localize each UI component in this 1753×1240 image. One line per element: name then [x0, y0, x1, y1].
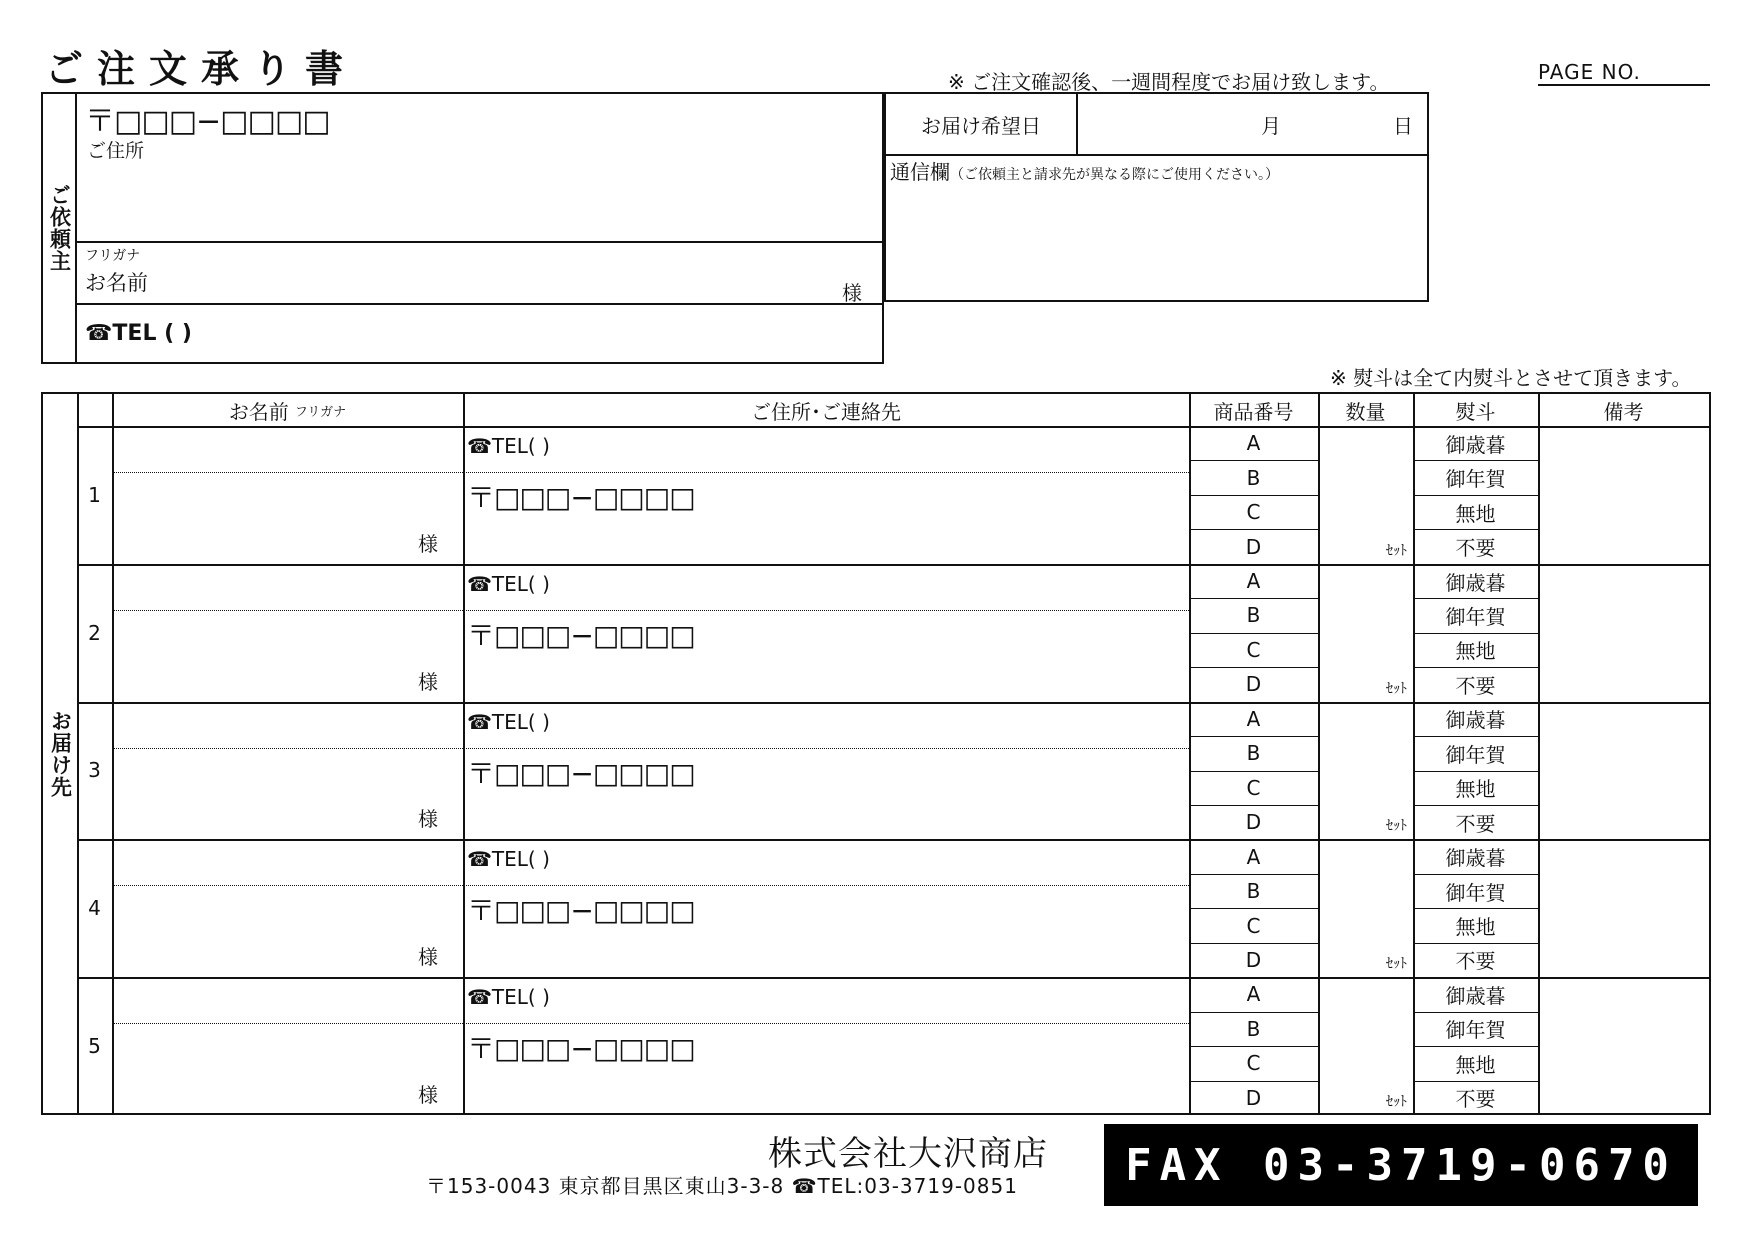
- product-code-option[interactable]: C: [1246, 500, 1261, 525]
- remarks-field[interactable]: [1540, 702, 1708, 840]
- product-code-option[interactable]: B: [1246, 741, 1261, 766]
- product-code-option[interactable]: D: [1245, 810, 1262, 835]
- noshi-option[interactable]: 御歳暮: [1445, 708, 1506, 733]
- page-number-field[interactable]: PAGE NO.: [1538, 60, 1710, 86]
- client-furigana-label: フリガナ: [85, 248, 141, 264]
- recipient-postal-field[interactable]: 〒□□□−□□□□: [467, 1032, 695, 1066]
- remarks-field[interactable]: [1540, 839, 1708, 977]
- recipient-name-field[interactable]: [113, 1024, 462, 1115]
- noshi-option[interactable]: 不要: [1455, 536, 1496, 561]
- noshi-option[interactable]: 御年賀: [1445, 880, 1506, 905]
- header-product: 商品番号: [1213, 399, 1294, 424]
- header-name: [112, 394, 463, 426]
- furigana-field[interactable]: [113, 839, 462, 885]
- client-tel-field[interactable]: [77, 303, 882, 362]
- col-divider: [463, 394, 465, 1113]
- row-number: 4: [88, 896, 101, 921]
- product-code-option[interactable]: B: [1246, 465, 1261, 490]
- product-code-option[interactable]: C: [1246, 775, 1261, 800]
- noshi-option[interactable]: 御年賀: [1445, 1018, 1506, 1043]
- furigana-field[interactable]: [113, 564, 462, 610]
- header-address: ご住所･ご連絡先: [751, 399, 901, 424]
- company-name: 株式会社大沢商店: [768, 1134, 1048, 1174]
- product-code-option[interactable]: B: [1246, 879, 1261, 904]
- product-code-option[interactable]: A: [1246, 706, 1261, 731]
- client-postal: 〒□□□−□□□□: [85, 104, 330, 139]
- recipient-postal-field[interactable]: 〒□□□−□□□□: [467, 618, 695, 652]
- recipient-postal-field[interactable]: 〒□□□−□□□□: [467, 894, 695, 928]
- product-code-option[interactable]: D: [1245, 534, 1262, 559]
- communication-label: 通信欄: [890, 160, 950, 184]
- noshi-option[interactable]: 御歳暮: [1445, 570, 1506, 595]
- noshi-option[interactable]: 不要: [1455, 949, 1496, 974]
- client-section: [41, 92, 884, 364]
- month-label: 月: [1261, 114, 1281, 138]
- set-label: ｾｯﾄ: [1386, 1094, 1407, 1110]
- recipient-tel-field[interactable]: ☎TEL( ): [467, 985, 550, 1010]
- delivery-table: [41, 392, 1711, 1115]
- product-code-option[interactable]: D: [1245, 672, 1262, 697]
- dotted-line: [463, 472, 1189, 473]
- furigana-field[interactable]: [113, 426, 462, 472]
- header-remarks: 備考: [1603, 399, 1644, 424]
- recipient-postal-field[interactable]: 〒□□□−□□□□: [467, 481, 695, 514]
- noshi-option[interactable]: 御歳暮: [1445, 432, 1506, 457]
- company-address: 〒153-0043 東京都目黒区東山3-3-8 ☎TEL:03-3719-0851: [426, 1174, 1018, 1198]
- header-qty: 数量: [1345, 399, 1386, 424]
- set-label: ｾｯﾄ: [1386, 956, 1407, 973]
- set-label: ｾｯﾄ: [1386, 680, 1407, 697]
- furigana-field[interactable]: [113, 977, 462, 1023]
- recipient-tel-field[interactable]: ☎TEL( ): [467, 709, 550, 734]
- recipient-tel-field[interactable]: ☎TEL( ): [467, 847, 550, 872]
- set-label: ｾｯﾄ: [1386, 542, 1407, 559]
- communication-field[interactable]: [890, 156, 1279, 185]
- recipient-sama: 様: [418, 669, 438, 694]
- dotted-line: [463, 748, 1189, 749]
- communication-note: （ご依頼主と請求先が異なる際にご使用ください。）: [950, 167, 1279, 183]
- noshi-option[interactable]: 無地: [1455, 501, 1496, 526]
- noshi-option[interactable]: 不要: [1455, 673, 1496, 698]
- dotted-line: [463, 1023, 1189, 1024]
- row-number: 3: [88, 758, 101, 783]
- recipient-sama: 様: [418, 1083, 438, 1107]
- header-furigana-label: フリガナ: [294, 404, 347, 420]
- noshi-note: ※ 熨斗は全て内熨斗とさせて頂きます。: [1330, 366, 1692, 390]
- noshi-option[interactable]: 不要: [1455, 1087, 1496, 1112]
- client-name-field[interactable]: [77, 241, 882, 305]
- delivery-side-label: お届け先: [48, 710, 73, 798]
- client-address-label: ご住所: [87, 140, 145, 162]
- delivery-date-section: [884, 92, 1429, 302]
- delivery-date-field[interactable]: [1076, 94, 1427, 154]
- dotted-line: [463, 610, 1189, 611]
- noshi-option[interactable]: 無地: [1455, 1052, 1496, 1077]
- recipient-postal-field[interactable]: 〒□□□−□□□□: [467, 756, 695, 790]
- product-code-option[interactable]: C: [1246, 913, 1261, 938]
- fax-banner: FAX 03-3719-0670: [1104, 1124, 1698, 1206]
- product-code-option[interactable]: B: [1246, 603, 1261, 628]
- header-noshi: 熨斗: [1455, 399, 1496, 424]
- recipient-name-field[interactable]: [113, 886, 462, 977]
- noshi-option[interactable]: 不要: [1455, 811, 1496, 836]
- dotted-line: [463, 885, 1189, 886]
- client-sama: 様: [842, 281, 862, 305]
- client-name-label: お名前: [85, 271, 148, 295]
- remarks-field[interactable]: [1540, 977, 1708, 1115]
- noshi-option[interactable]: 御年賀: [1445, 742, 1506, 767]
- noshi-option[interactable]: 無地: [1455, 777, 1496, 802]
- remarks-field[interactable]: [1540, 426, 1708, 564]
- recipient-tel-field[interactable]: ☎TEL( ): [467, 434, 550, 458]
- product-code-option[interactable]: D: [1245, 1085, 1262, 1110]
- product-code-option[interactable]: D: [1245, 947, 1262, 972]
- row-number: 5: [88, 1034, 101, 1059]
- delivery-date-label: お届け希望日: [886, 94, 1078, 154]
- noshi-option[interactable]: 無地: [1455, 915, 1496, 940]
- set-label: ｾｯﾄ: [1386, 818, 1407, 835]
- recipient-sama: 様: [418, 531, 438, 556]
- product-code-option[interactable]: B: [1246, 1016, 1261, 1041]
- product-code-option[interactable]: A: [1246, 844, 1261, 869]
- remarks-field[interactable]: [1540, 564, 1708, 702]
- recipient-name-field[interactable]: [113, 611, 462, 702]
- header-name-label: お名前: [228, 399, 289, 424]
- recipient-sama: 様: [418, 807, 438, 832]
- product-code-option[interactable]: A: [1246, 569, 1261, 594]
- product-code-option[interactable]: C: [1246, 1051, 1261, 1076]
- client-tel-label: ☎TEL ( ): [85, 321, 192, 346]
- noshi-option[interactable]: 御年賀: [1445, 604, 1506, 629]
- product-code-option[interactable]: C: [1246, 637, 1261, 662]
- noshi-option[interactable]: 御歳暮: [1445, 846, 1506, 871]
- furigana-field[interactable]: [113, 702, 462, 748]
- noshi-option[interactable]: 無地: [1455, 639, 1496, 664]
- page-title: ご注文承り書: [45, 47, 358, 91]
- noshi-option[interactable]: 御年賀: [1445, 467, 1506, 492]
- delivery-note: ※ ご注文確認後、一週間程度でお届け致します。: [948, 70, 1390, 94]
- day-label: 日: [1393, 114, 1413, 138]
- client-side-label: ご依頼主: [47, 184, 72, 272]
- row-number: 2: [88, 620, 101, 645]
- client-address-field[interactable]: [77, 94, 882, 243]
- noshi-option[interactable]: 御歳暮: [1445, 983, 1506, 1008]
- product-code-option[interactable]: A: [1246, 982, 1261, 1007]
- recipient-sama: 様: [418, 945, 438, 970]
- recipient-name-field[interactable]: [113, 749, 462, 840]
- recipient-tel-field[interactable]: ☎TEL( ): [467, 571, 550, 596]
- product-code-option[interactable]: A: [1246, 431, 1261, 456]
- row-number: 1: [88, 482, 101, 507]
- recipient-name-field[interactable]: [113, 473, 462, 564]
- client-side-label-cell: [43, 94, 77, 362]
